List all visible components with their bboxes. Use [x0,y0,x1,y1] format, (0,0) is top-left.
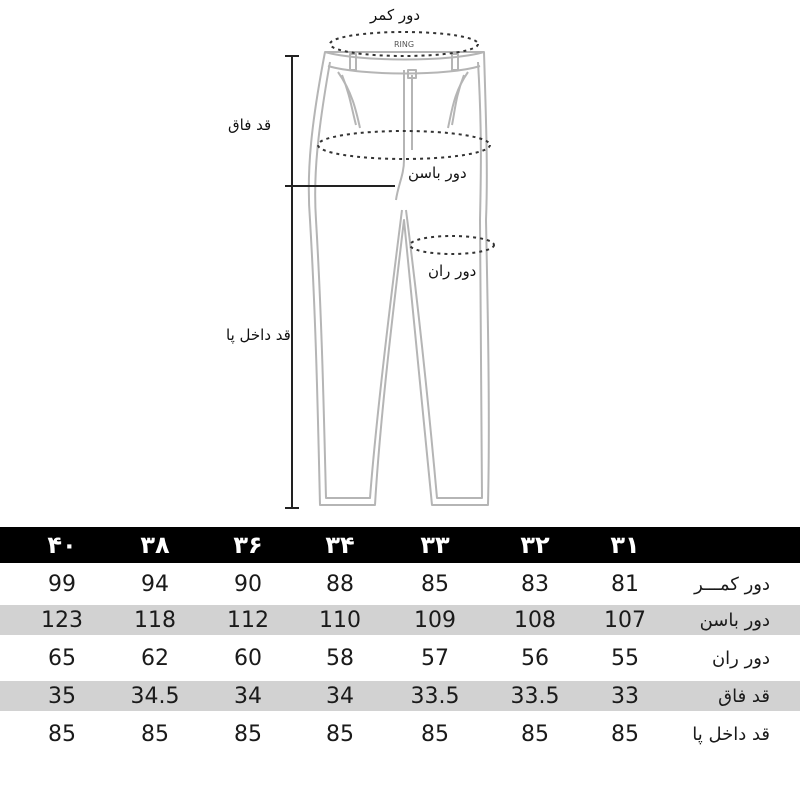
row-label-inseam: قد داخل پا [692,723,770,745]
table-cell: 123 [41,607,83,633]
table-cell: 109 [414,607,456,633]
inseam-label: قد داخل پا [226,326,291,344]
table-cell: 34 [234,683,262,709]
table-cell: 65 [48,645,76,671]
table-cell: 81 [611,571,639,597]
table-cell: 88 [326,571,354,597]
table-cell: 58 [326,645,354,671]
table-row [0,563,800,605]
size-header-cell: ۳۴ [325,531,355,559]
table-cell: 85 [421,721,449,747]
table-row [0,605,800,635]
table-cell: 62 [141,645,169,671]
size-header-cell: ۳۱ [610,531,640,559]
row-label-waist: دور کمـــر [694,573,770,595]
table-cell: 55 [611,645,639,671]
table-row [0,635,800,681]
table-row [0,711,800,757]
table-cell: 99 [48,571,76,597]
thigh-measure-line [410,236,494,254]
brand-tag-text: RING [393,40,415,49]
table-cell: 110 [319,607,361,633]
table-cell: 34 [326,683,354,709]
table-cell: 85 [611,721,639,747]
table-cell: 33.5 [510,683,560,709]
table-cell: 33.5 [410,683,460,709]
row-label-rise: قد فاق [718,685,770,707]
table-cell: 118 [134,607,176,633]
row-label-hip: دور باسن [699,609,770,631]
waist-label: دور کمر [370,6,421,24]
size-header-row [0,527,800,563]
table-cell: 85 [141,721,169,747]
table-row [0,681,800,711]
size-header-cell: ۴۰ [47,531,77,559]
table-cell: 85 [234,721,262,747]
table-cell: 33 [611,683,639,709]
table-cell: 94 [141,571,169,597]
size-chart-table [0,527,800,757]
table-cell: 112 [227,607,269,633]
table-cell: 108 [514,607,556,633]
table-cell: 90 [234,571,262,597]
table-cell: 57 [421,645,449,671]
size-header-cell: ۳۲ [520,531,550,559]
row-label-thigh: دور ران [711,647,770,669]
table-cell: 85 [521,721,549,747]
table-cell: 60 [234,645,262,671]
rise-label: قد فاق [228,116,272,134]
size-header-cell: ۳۸ [140,531,170,559]
length-measure-bars [285,56,395,508]
table-cell: 35 [48,683,76,709]
table-cell: 83 [521,571,549,597]
table-cell: 56 [521,645,549,671]
thigh-label: دور ران [428,262,477,280]
table-cell: 107 [604,607,646,633]
table-cell: 34.5 [130,683,180,709]
size-header-cell: ۳۳ [420,531,450,559]
size-header-cell: ۳۶ [233,531,263,559]
table-cell: 85 [421,571,449,597]
hip-label: دور باسن [408,164,467,182]
table-cell: 85 [48,721,76,747]
table-cell: 85 [326,721,354,747]
